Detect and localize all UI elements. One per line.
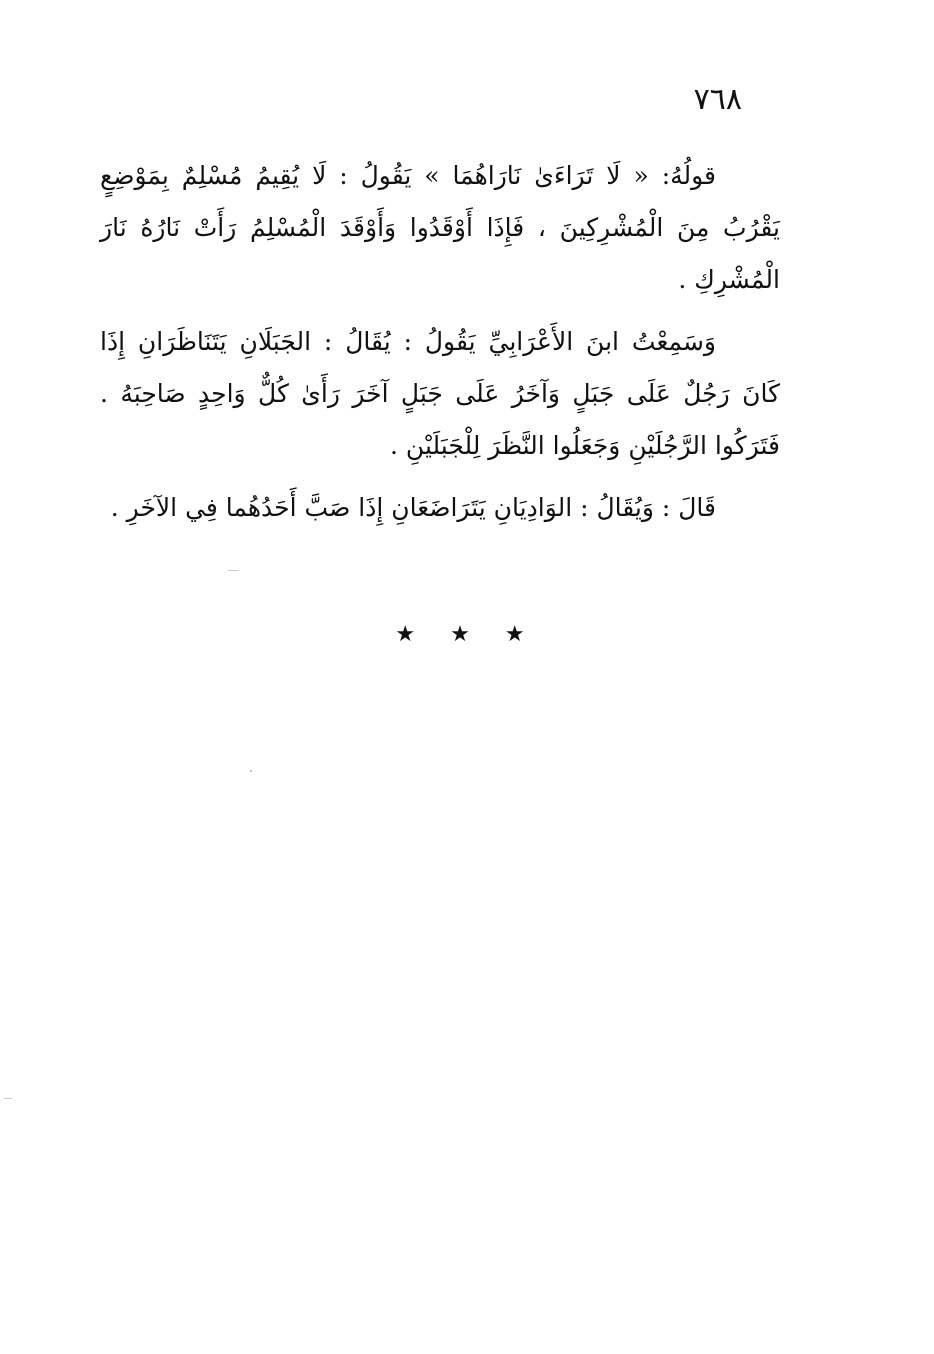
- body-text: [100, 150, 780, 544]
- section-separator-stars: ★ ★ ★: [395, 622, 539, 647]
- page-number: ٧٦٨: [693, 82, 742, 117]
- scan-speck: [228, 570, 238, 571]
- paragraph-hadith-explanation: قولُهُ: « لَا تَرَاءَىٰ نَارَاهُمَا » يَقُولُ : لَا يُقِيمُ مُسْلِمٌ بِمَوْضِعٍ يَقْرُبُ مِنَ الْمُشْرِكِينَ ، فَإِذَا أَوْقَدُوا وَأَوْقَدَ الْمُسْلِمُ رَأَتْ نَارُهُ نَارَ الْمُشْرِكِ .: [100, 161, 780, 294]
- scan-speck: [4, 1098, 12, 1099]
- scan-speck: [250, 770, 252, 772]
- paragraph-valleys: قَالَ : وَيُقَالُ : الوَادِيَانِ يَتَرَاضَعَانِ إِذَا صَبَّ أَحَدُهُما فِي الآخَرِ .: [110, 493, 716, 522]
- paragraph-ibn-al-arabi: وَسَمِعْتُ ابنَ الأَعْرَابِيِّ يَقُولُ : يُقَالُ : الجَبَلَانِ يَتَنَاظَرَانِ إِذَا كَانَ رَجُلٌ عَلَى جَبَلٍ وَآخَرُ عَلَى جَبَلٍ آخَرَ رَأَىٰ كُلٌّ وَاحِدٍ صَاحِبَهُ . فَتَرَكُوا الرَّجُلَيْنِ وَجَعَلُوا النَّظَرَ لِلْجَبَلَيْنِ .: [100, 327, 780, 460]
